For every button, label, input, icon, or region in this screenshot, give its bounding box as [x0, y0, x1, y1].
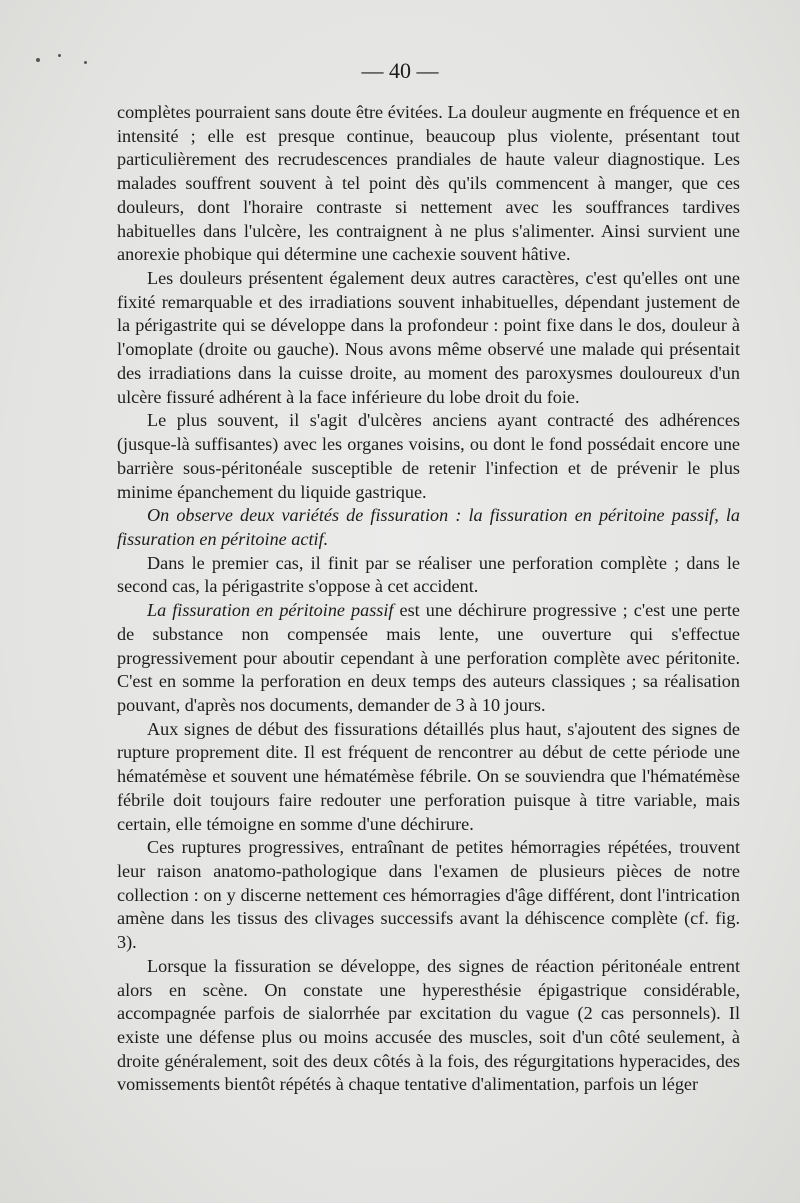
paragraph: Les douleurs présentent également deux autres caractères, c'est qu'elles ont une fixité remarquable et des irradiations souvent inhabituelles, dépendant justement de la périgastrite qui se développe dans la profondeur : point fixe dans le dos, douleur à l'omoplate (droite ou gauche). Nous avons même observé une malade qui présentait des irradiations dans la cuisse droite, au moment des paroxysmes douloureux d'un ulcère fissuré adhérent à la face inférieure du lobe droit du foie.	[117, 268, 740, 407]
page-number: — 40 —	[361, 58, 439, 83]
paragraph-continuation: est une déchirure progressive ; c'est une perte de substance non compensée mais lente, une ouverture qui s'effectue progressivement pour aboutir cependant à une perforation complète avec péritonite. C'est en somme la perforation en deux temps des auteurs classiques ; sa réalisation pouvant, d'après nos documents, demander de 3 à 10 jours.	[117, 600, 741, 715]
paragraph: Lorsque la fissuration se développe, des signes de réaction péritonéale entrent alors en scène. On constate une hyperesthésie épigastrique considérable, accompagnée parfois de sialorrhée par excitation du vague (2 cas personnels). Il existe une défense plus ou moins accusée des muscles, soit d'un côté seulement, à droite généralement, soit des deux côtés à la fois, des régurgitations hyperacides, des vomissements bientôt répétés à chaque tentative d'alimentation, parfois un léger	[117, 955, 740, 1095]
italic-lead-term: La fissuration en péritoine passif	[147, 600, 394, 621]
scan-speck	[58, 54, 61, 57]
paragraph: Aux signes de début des fissurations détaillés plus haut, s'ajoutent des signes de rupture proprement dite. Il est fréquent de rencontrer au début de cette période une hématémèse et souvent une hématémèse fébrile. On se souviendra que l'hématémèse fébrile doit toujours faire redouter une perforation puisque à titre variable, mais certain, elle témoigne en somme d'une déchirure.	[117, 718, 740, 834]
paragraph	[117, 599, 740, 718]
paragraph: Dans le premier cas, il finit par se réaliser une perforation complète ; dans le second cas, la périgastrite s'oppose à cet accident.	[117, 552, 740, 597]
paragraph: Le plus souvent, il s'agit d'ulcères anciens ayant contracté des adhérences (jusque-là suffisantes) avec les organes voisins, ou dont le fond possédait encore une barrière sous-péritonéale susceptible de retenir l'infection et de prévenir le plus minime épanchement du liquide gastrique.	[117, 410, 740, 502]
body-text	[117, 101, 740, 1097]
paragraph: complètes pourraient sans doute être évitées. La douleur augmente en fréquence et en intensité ; elle est presque continue, beaucoup plus violente, présentant tout particulièrement des recrudescences prandiales de haute valeur diagnostique. Les malades souffrent souvent à tel point dès qu'ils commencent à manger, que ces douleurs, dont l'horaire contraste si nettement avec les souffrances tardives habituelles dans l'ulcère, les contraignent à ne plus s'alimenter. Ainsi survient une anorexie phobique qui détermine une cachexie souvent hâtive.	[117, 102, 740, 265]
paragraph: Ces ruptures progressives, entraînant de petites hémorragies répétées, trouvent leur raison anatomo-pathologique dans l'examen de plusieurs pièces de notre collection : on y discerne nettement ces hémorragies d'âge différent, dont l'intrication amène dans les tissus des clivages successifs avant la déhiscence complète (cf. fig. 3).	[117, 837, 740, 953]
paragraph-italic: On observe deux variétés de fissuration : la fissuration en péritoine passif, la fissuration en péritoine actif.	[117, 505, 740, 549]
